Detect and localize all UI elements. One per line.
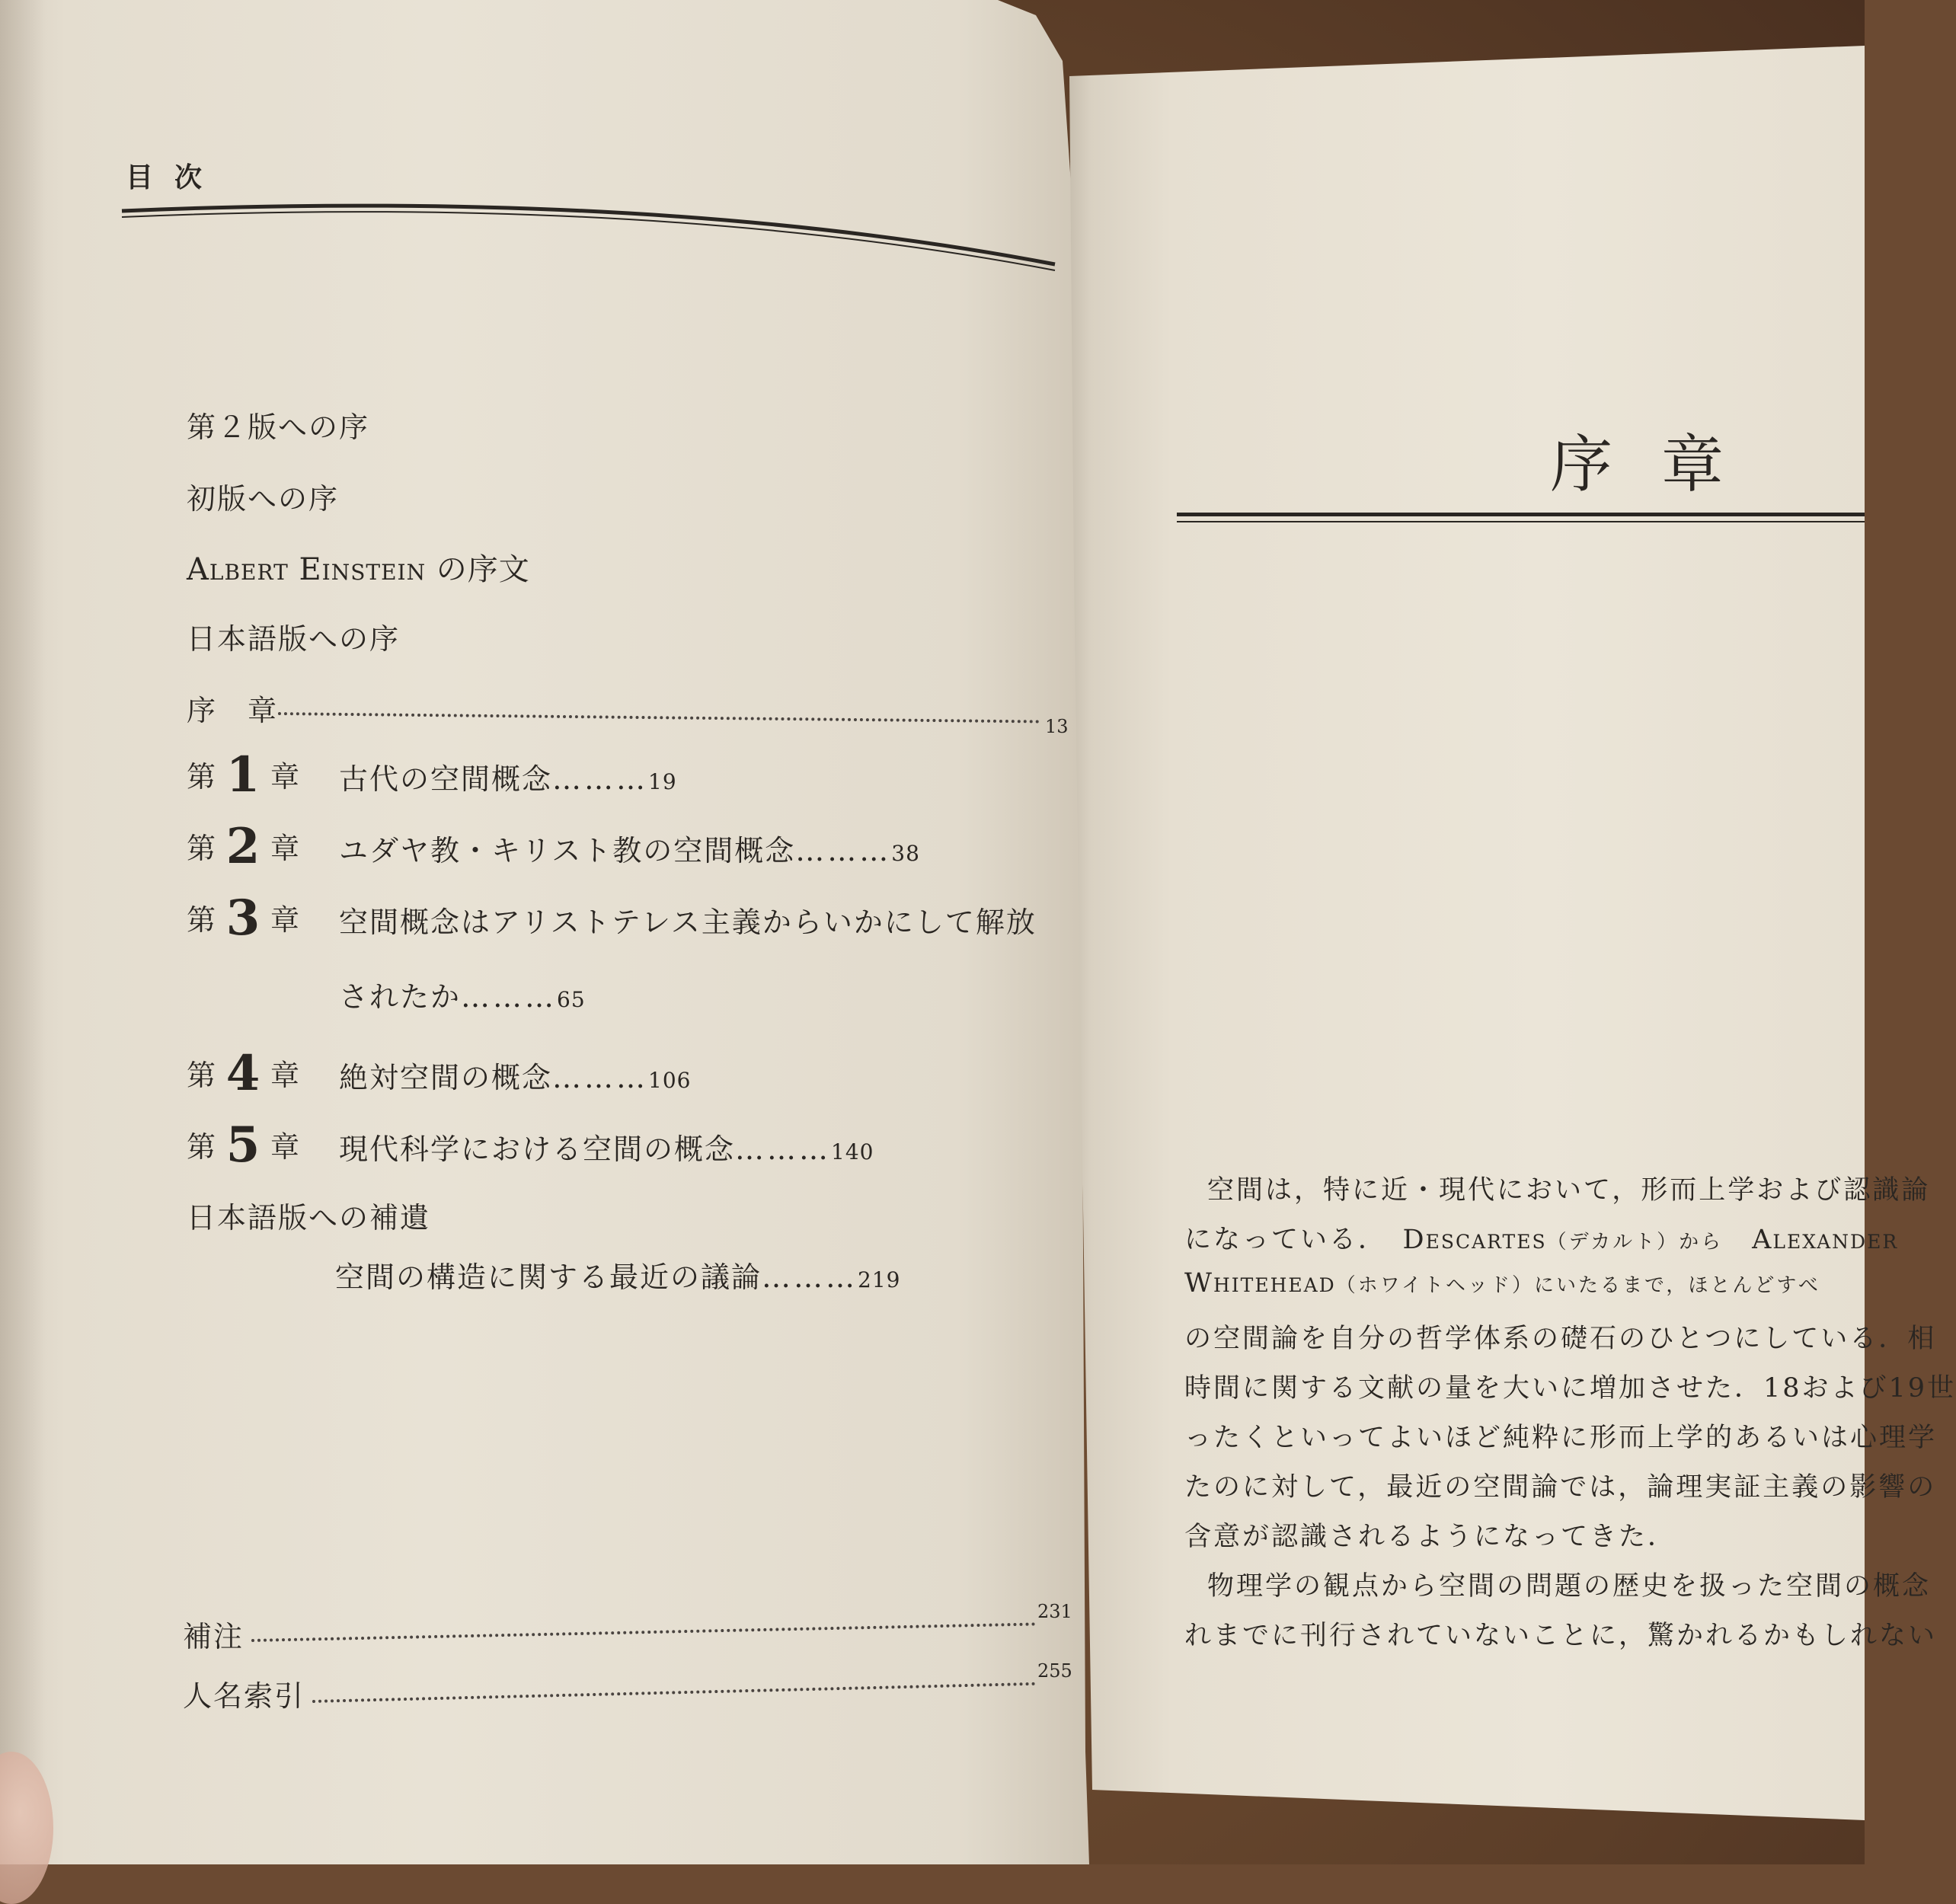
toc-einstein-preface[interactable]: Albert Einstein の序文 [187,552,530,587]
chapter-prefix: 第 [187,832,218,865]
toc-preface-2nd[interactable]: 第２版への序 [187,411,370,444]
body-line-7: たのに対して，最近の空間論では，論理実証主義の影響の [1184,1472,1937,1503]
intro-page-number: 13 [1045,716,1069,737]
body-line-5: 時間に関する文献の量を大いに増加させた．18および19世 [1184,1373,1956,1404]
chapter-page-number: 140 [831,1139,874,1164]
chapter-page-number: 106 [648,1068,692,1093]
toc-japanese-preface[interactable]: 日本語版への序 [187,622,401,656]
toc-chapter-5[interactable] [187,1117,874,1174]
chapter-heading: 序章 [1550,429,1773,501]
header-rule [122,192,1059,276]
body-line-9: 物理学の観点から空間の問題の歴史を扱った空間の概念 [1207,1571,1932,1602]
toc-chapter-2[interactable] [187,818,920,875]
notes-page-number: 231 [1037,1601,1072,1622]
body-line-2: になっている． Descartes（デカルト）から Alexander [1184,1225,1899,1255]
body-line-3: Whitehead（ホワイトヘッド）にいたるまで，ほとんどすべ [1184,1268,1820,1299]
toc-supplement-subtitle[interactable]: 空間の構造に関する最近の議論………219 [335,1260,901,1294]
chapter-prefix: 第 [187,903,218,937]
chapter-number: 5 [225,1117,262,1174]
chapter-suffix: 章 [270,760,302,794]
page-shadow [0,0,46,1864]
chapter-title: 古代の空間概念………19 [339,762,677,796]
toc-chapter-4[interactable] [187,1045,692,1102]
chapter-title: ユダヤ教・キリスト教の空間概念………38 [339,834,920,867]
supplement-page-number: 219 [858,1267,901,1292]
chapter-suffix: 章 [270,1059,302,1092]
chapter-number: 1 [225,746,262,803]
chapter-prefix: 第 [187,760,218,794]
toc-chapter-1[interactable] [187,746,677,803]
body-line-6: ったくといってよいほど純粋に形而上学的あるいは心理学 [1184,1423,1938,1453]
body-line-1: 空間は，特に近・現代において，形而上学および認識論 [1207,1175,1931,1206]
toc-index[interactable]: 人名索引 [183,1679,305,1713]
right-page [1059,46,1865,1820]
chapter-heading-rule [1177,513,1865,522]
chapter-3-title-continued: されたか………65 [339,980,586,1014]
chapter-title: 空間概念はアリストテレス主義からいかにして解放 [339,906,1037,939]
body-line-8: 含意が認識されるようになってきた． [1184,1522,1677,1552]
chapter-title: 現代科学における空間の概念………140 [339,1132,874,1166]
chapter-number: 4 [225,1045,262,1102]
toc-preface-1st[interactable]: 初版への序 [187,482,340,516]
chapter-prefix: 第 [187,1059,218,1092]
toc-chapter-3[interactable] [187,890,1037,947]
chapter-suffix: 章 [270,832,302,865]
body-line-10: れまでに刊行されていないことに，驚かれるかもしれない [1184,1621,1938,1651]
chapter-number: 2 [225,818,262,875]
toc-notes[interactable]: 補注 [183,1620,244,1653]
chapter-number: 3 [225,890,262,947]
body-line-4: の空間論を自分の哲学体系の礎石のひとつにしている．相 [1184,1324,1937,1354]
chapter-title: 絶対空間の概念………106 [339,1061,692,1094]
chapter-page-number: 38 [891,841,920,866]
chapter-page-number: 65 [557,987,586,1012]
chapter-suffix: 章 [270,1130,302,1164]
toc-supplement[interactable]: 日本語版への補遺 [187,1201,431,1235]
toc-intro[interactable]: 序 章 [187,694,279,727]
toc-header: 目次 [126,161,224,193]
index-page-number: 255 [1037,1660,1072,1682]
chapter-suffix: 章 [270,903,302,937]
chapter-page-number: 19 [648,769,677,794]
chapter-prefix: 第 [187,1130,218,1164]
